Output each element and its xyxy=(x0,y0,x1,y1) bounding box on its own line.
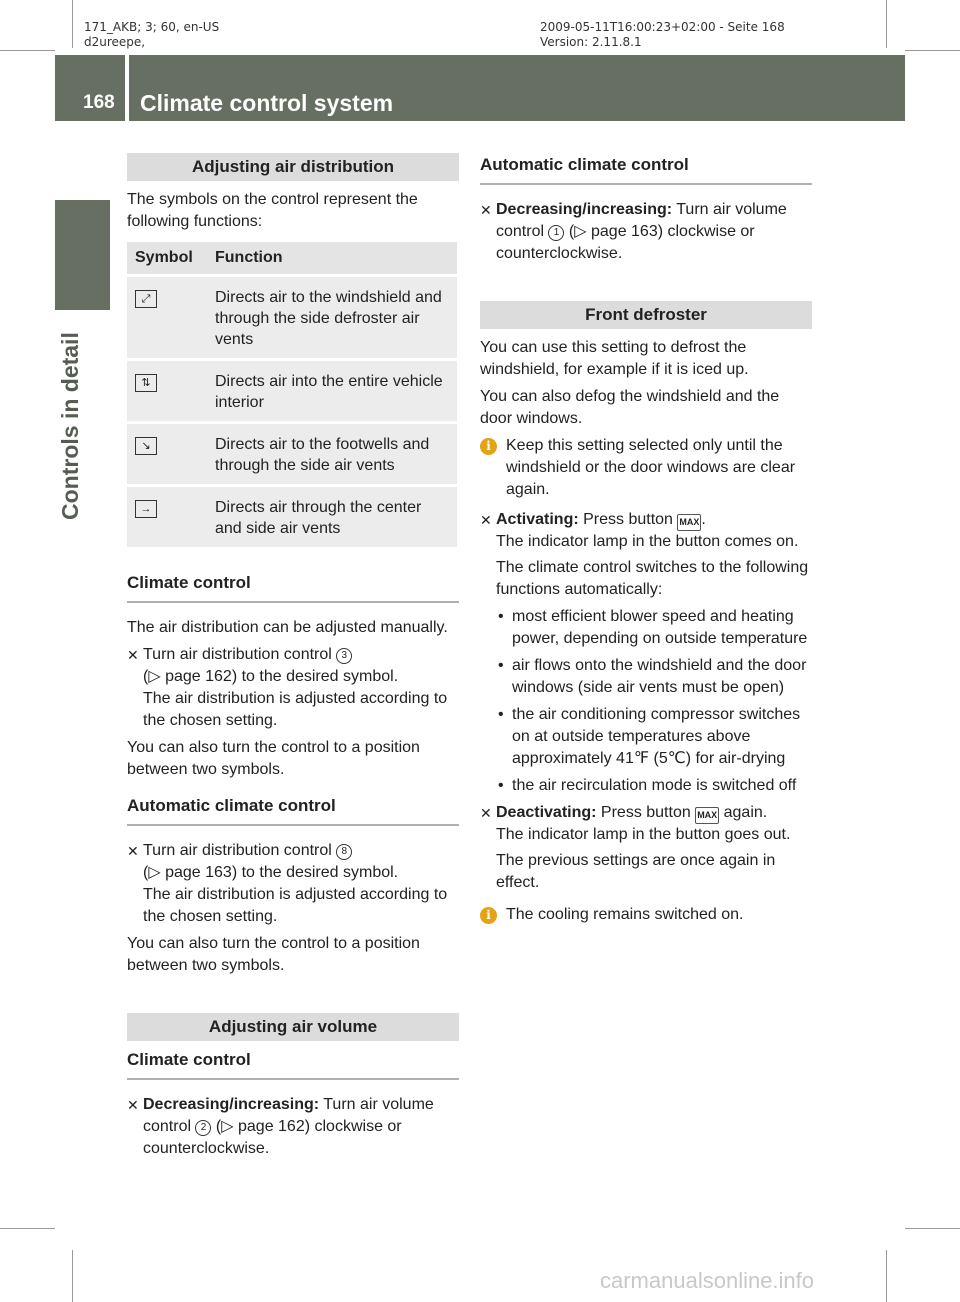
print-meta-right xyxy=(540,20,785,50)
step-arrow-icon: ✕ xyxy=(127,647,139,663)
body-text: You can also turn the control to a position between two symbols. xyxy=(127,935,420,974)
side-tab xyxy=(55,200,110,310)
info-note xyxy=(480,904,812,926)
table-row xyxy=(127,277,457,358)
info-note xyxy=(480,435,812,501)
function-cell: Directs air through the center and side air vents xyxy=(207,487,457,547)
info-text: The cooling remains switched on. xyxy=(506,906,744,923)
step-text: Turn air distribution control xyxy=(143,646,337,663)
step-text: Turn air volume control xyxy=(143,1096,434,1135)
step-arrow-icon: ✕ xyxy=(127,843,139,859)
defrost-max-icon: MAX xyxy=(695,807,719,824)
crop-mark xyxy=(0,50,55,51)
meta-line: 2009-05-11T16:00:23+02:00 - Seite 168 xyxy=(540,20,785,34)
section-title-air-distribution: Adjusting air distribution xyxy=(127,153,459,181)
footwell-vent-icon: ↘ xyxy=(135,437,157,455)
step-result: The previous settings are once again in effect. xyxy=(496,852,776,891)
watermark: carmanualsonline.info xyxy=(600,1268,815,1293)
list-item xyxy=(496,606,812,650)
step-result: The climate control switches to the following functions automatically: xyxy=(496,559,809,598)
crop-mark xyxy=(72,1250,73,1302)
meta-line: d2ureepe, xyxy=(84,35,146,49)
header-symbol: Symbol xyxy=(127,242,207,274)
info-icon: i xyxy=(480,907,497,924)
info-icon: i xyxy=(480,438,497,455)
step-label: Deactivating: xyxy=(496,804,597,821)
body-text: You can use this setting to defrost the windshield, for example if it is iced up. xyxy=(480,339,749,378)
list-item xyxy=(496,655,812,699)
step-text: Press button xyxy=(578,511,678,528)
defrost-max-icon: MAX xyxy=(677,514,701,531)
section-title-air-volume: Adjusting air volume xyxy=(127,1013,459,1041)
step-arrow-icon: ✕ xyxy=(480,512,492,528)
instruction-step xyxy=(480,509,812,797)
subsection-title: Climate control xyxy=(127,1049,459,1080)
instruction-step xyxy=(127,840,459,928)
page-ref: (▷ page 163) to the desired symbol. xyxy=(143,864,399,881)
windshield-vent-icon: ⤢ xyxy=(135,290,157,308)
body-text: You can also turn the control to a position between two symbols. xyxy=(127,739,420,778)
center-vent-icon: → xyxy=(135,500,157,518)
subsection-title: Climate control xyxy=(127,572,459,603)
page-number: 168 xyxy=(83,92,115,113)
instruction-step xyxy=(127,644,459,732)
control-number-icon: 3 xyxy=(336,648,352,664)
step-arrow-icon: ✕ xyxy=(480,202,492,218)
function-cell: Directs air to the windshield and through the side defroster air vents xyxy=(207,277,457,358)
step-text: Turn air volume control xyxy=(496,201,787,240)
crop-mark xyxy=(72,0,73,48)
body-text: The air distribution can be adjusted manually. xyxy=(127,619,448,636)
crop-mark xyxy=(905,1228,960,1229)
bullet-icon: • xyxy=(498,706,504,723)
step-text: again. xyxy=(719,804,768,821)
crop-mark xyxy=(886,0,887,48)
step-label: Activating: xyxy=(496,511,579,528)
function-cell: Directs air to the footwells and through the side air vents xyxy=(207,424,457,484)
step-text: Turn air distribution control xyxy=(143,842,337,859)
step-text: (▷ page 163) clockwise or counterclockwise. xyxy=(496,223,755,262)
meta-line: Version: 2.11.8.1 xyxy=(540,35,642,49)
header-function: Function xyxy=(207,242,457,274)
right-column xyxy=(480,150,812,931)
header-separator xyxy=(125,55,129,121)
print-meta-left xyxy=(84,20,219,50)
symbol-cell xyxy=(127,487,207,547)
intro-text: The symbols on the control represent the following functions: xyxy=(127,191,418,230)
list-item-text: most efficient blower speed and heating power, depending on outside temperature xyxy=(512,608,808,647)
list-item xyxy=(496,704,812,770)
bullet-icon: • xyxy=(498,657,504,674)
bullet-icon: • xyxy=(498,777,504,794)
body-text: You can also defog the windshield and the door windows. xyxy=(480,388,780,427)
control-number-icon: 1 xyxy=(548,225,564,241)
symbol-cell xyxy=(127,424,207,484)
crop-mark xyxy=(0,1228,55,1229)
table-header-row xyxy=(127,242,457,274)
full-interior-vent-icon: ⇅ xyxy=(135,374,157,392)
control-number-icon: 2 xyxy=(195,1120,211,1136)
step-text: . xyxy=(701,511,706,528)
table-row xyxy=(127,487,457,547)
step-label: Decreasing/increasing: xyxy=(496,201,673,218)
bullet-icon: • xyxy=(498,608,504,625)
list-item-text: air flows onto the windshield and the door windows (side air vents must be open) xyxy=(512,657,807,696)
page-ref: (▷ page 162) to the desired symbol. xyxy=(143,668,399,685)
symbol-table xyxy=(127,239,457,550)
list-item xyxy=(496,775,812,797)
step-result: The indicator lamp in the button comes on. xyxy=(496,533,799,550)
step-label: Decreasing/increasing: xyxy=(143,1096,320,1113)
side-label-text: Controls in detail xyxy=(57,332,83,520)
left-column xyxy=(127,153,459,1165)
section-title-front-defroster: Front defroster xyxy=(480,301,812,329)
step-result: The indicator lamp in the button goes out. xyxy=(496,826,791,843)
symbol-cell xyxy=(127,361,207,421)
info-text: Keep this setting selected only until the windshield or the door windows are clear again. xyxy=(506,437,796,498)
step-text: Press button xyxy=(596,804,696,821)
step-arrow-icon: ✕ xyxy=(127,1097,139,1113)
chapter-title: Climate control system xyxy=(140,90,394,116)
step-text: (▷ page 162) clockwise or counterclockwise. xyxy=(143,1118,402,1157)
step-result: The air distribution is adjusted according to the chosen setting. xyxy=(143,690,448,729)
list-item-text: the air conditioning compressor switches on at outside temperatures above approximately 41℉ (5℃) for air-drying xyxy=(512,706,801,767)
control-number-icon: 8 xyxy=(336,844,352,860)
symbol-cell xyxy=(127,277,207,358)
crop-mark xyxy=(905,50,960,51)
instruction-step xyxy=(480,802,812,894)
subsection-title: Automatic climate control xyxy=(480,154,812,185)
meta-line: 171_AKB; 3; 60, en-US xyxy=(84,20,220,34)
subsection-title: Automatic climate control xyxy=(127,795,459,826)
function-cell: Directs air into the entire vehicle interior xyxy=(207,361,457,421)
instruction-step xyxy=(127,1094,459,1160)
list-item-text: the air recirculation mode is switched off xyxy=(512,777,797,794)
table-row xyxy=(127,361,457,421)
table-row xyxy=(127,424,457,484)
crop-mark xyxy=(886,1250,887,1302)
instruction-step xyxy=(480,199,812,265)
step-result: The air distribution is adjusted according to the chosen setting. xyxy=(143,886,448,925)
step-arrow-icon: ✕ xyxy=(480,805,492,821)
